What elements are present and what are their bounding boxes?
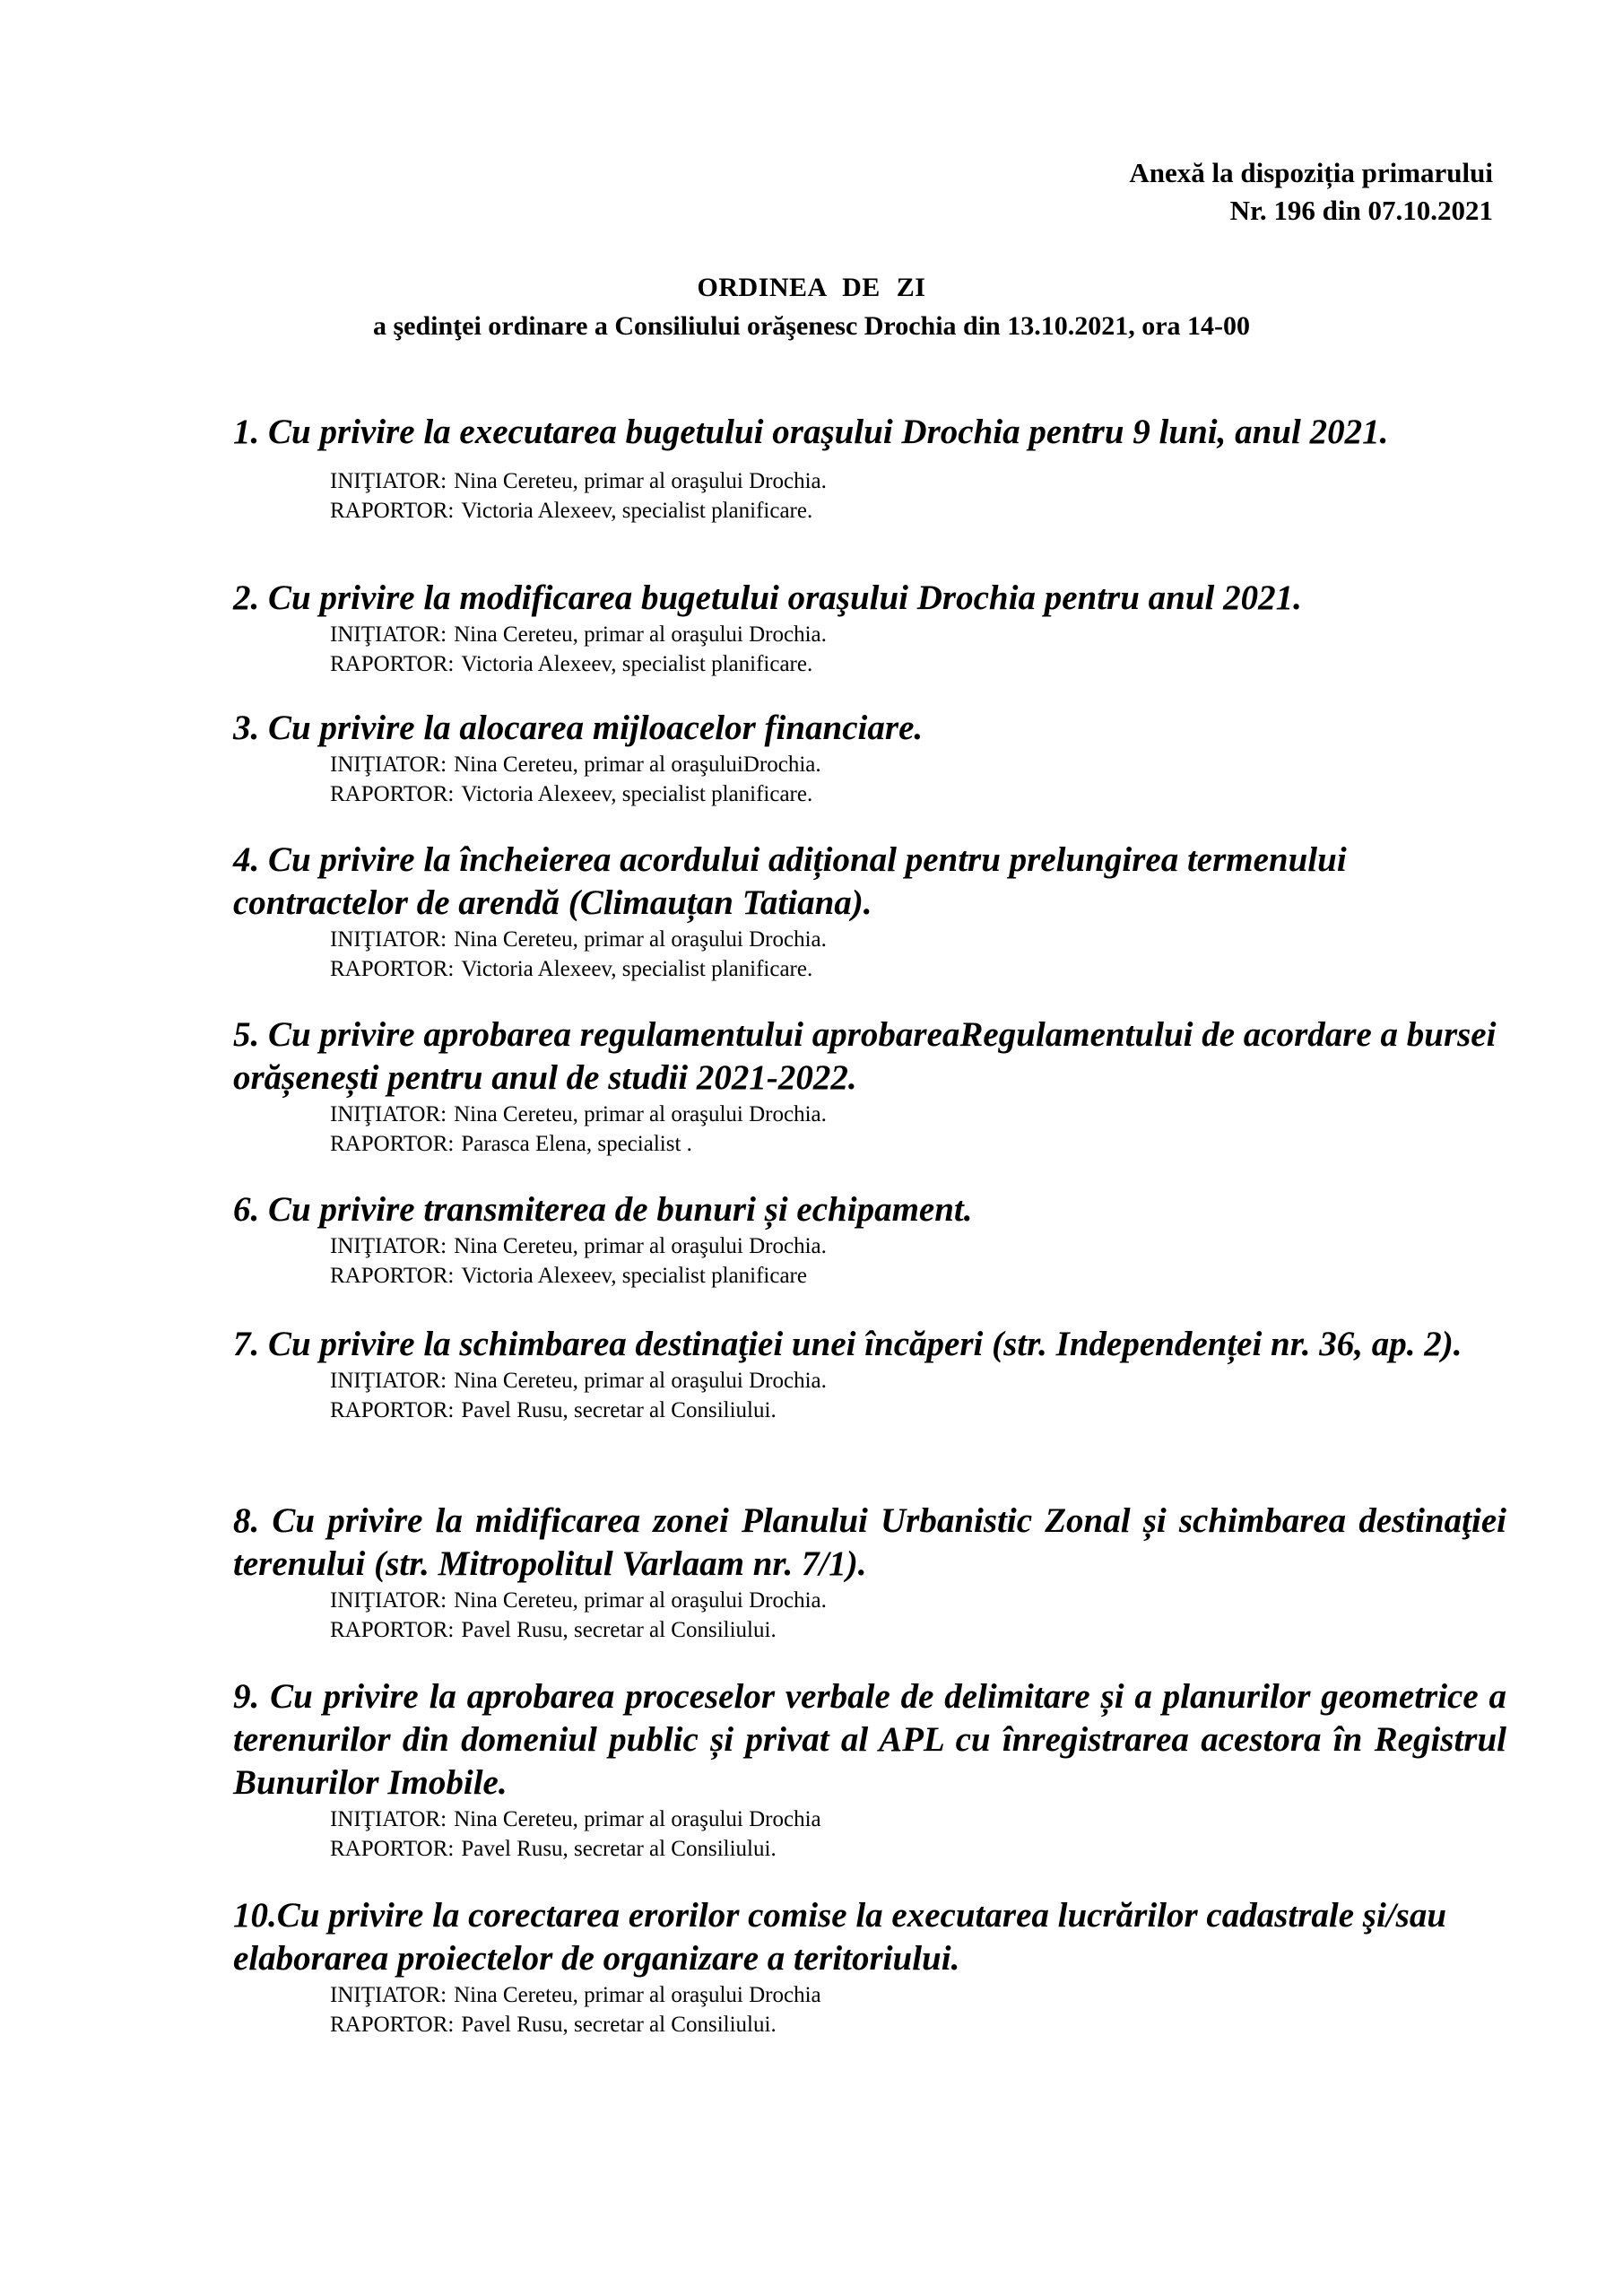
raportor-line [233, 1129, 1506, 1159]
raportor-line [233, 2010, 1506, 2039]
agenda-item-heading: 3. Cu privire la alocarea mijloacelor financiare. [233, 709, 924, 747]
raportor-label: RAPORTOR: [330, 499, 455, 523]
agenda-item-heading: 9. Cu privire la aprobarea proceselor verbale de delimitare și a planurilor geometrice a terenurilor din domeniul public și privat al APL cu înregistrarea acestora în Registrul Bunurilor Imobile. [233, 1677, 1506, 1802]
initiator-label: INIŢIATOR: [330, 1983, 447, 2007]
raportor-label: RAPORTOR: [330, 957, 455, 981]
initiator-value: Nina Cereteu, primar al oraşului Drochia [454, 1807, 821, 1831]
initiator-label: INIŢIATOR: [330, 752, 447, 777]
raportor-value: Victoria Alexeev, specialist planificare. [461, 957, 813, 981]
raportor-line [233, 779, 1506, 809]
raportor-line [233, 1615, 1506, 1645]
raportor-line [233, 1834, 1506, 1864]
initiator-value: Nina Cereteu, primar al oraşului Drochia. [454, 1234, 827, 1258]
initiator-value: Nina Cereteu, primar al oraşului Drochia. [454, 1588, 827, 1613]
raportor-value: Pavel Rusu, secretar al Consiliului. [461, 1618, 777, 1642]
agenda-item [233, 1894, 1506, 2039]
raportor-value: Parasca Elena, specialist . [461, 1132, 692, 1156]
agenda-item-heading: 5. Cu privire aprobarea regulamentului aprobareaRegulamentului de acordare a bursei orășenești pentru anul de studii 2021-2022. [233, 1015, 1497, 1097]
initiator-line [233, 1586, 1506, 1615]
initiator-label: INIŢIATOR: [330, 1234, 447, 1258]
agenda-item [233, 411, 1506, 526]
initiator-line [233, 1980, 1506, 2010]
annex-line-1: Anexă la dispoziția primarului [1129, 157, 1493, 188]
initiator-label: INIŢIATOR: [330, 622, 447, 647]
initiator-label: INIŢIATOR: [330, 1807, 447, 1831]
initiator-value: Nina Cereteu, primar al oraşului Drochia. [454, 469, 827, 493]
raportor-line [233, 1261, 1506, 1291]
initiator-line [233, 1100, 1506, 1129]
agenda-item [233, 839, 1506, 984]
initiator-line [233, 750, 1506, 779]
initiator-line [233, 1231, 1506, 1261]
initiator-value: Nina Cereteu, primar al oraşului Drochia. [454, 1102, 827, 1126]
agenda-item-heading: 6. Cu privire transmiterea de bunuri și echipament. [233, 1190, 973, 1229]
agenda-item [233, 1500, 1506, 1645]
initiator-line [233, 1805, 1506, 1834]
raportor-value: Victoria Alexeev, specialist planificare. [461, 499, 813, 523]
agenda-item [233, 577, 1506, 679]
initiator-line [233, 925, 1506, 954]
raportor-value: Pavel Rusu, secretar al Consiliului. [461, 1398, 777, 1422]
annex-line-2: Nr. 196 din 07.10.2021 [1229, 195, 1493, 226]
raportor-label: RAPORTOR: [330, 1398, 455, 1422]
initiator-label: INIŢIATOR: [330, 1588, 447, 1613]
initiator-value: Nina Cereteu, primar al oraşului Drochia. [454, 927, 827, 952]
raportor-line [233, 649, 1506, 679]
page-title: ORDINEA DE ZI [697, 273, 926, 302]
raportor-value: Pavel Rusu, secretar al Consiliului. [461, 1837, 777, 1861]
agenda-item [233, 1323, 1506, 1425]
raportor-line [233, 954, 1506, 984]
agenda-item-heading: 4. Cu privire la încheierea acordului adițional pentru prelungirea termenului contractelor de arendă (Climauțan Tatiana). [233, 840, 1347, 922]
initiator-label: INIŢIATOR: [330, 927, 447, 952]
agenda-item [233, 1675, 1506, 1864]
initiator-line [233, 466, 1506, 496]
initiator-value: Nina Cereteu, primar al oraşului Drochia. [454, 1369, 827, 1393]
agenda-item [233, 1188, 1506, 1291]
agenda-item [233, 1013, 1506, 1159]
agenda-item-heading: 10.Cu privire la corectarea erorilor comise la executarea lucrărilor cadastrale şi/sau elaborarea proiectelor de organizare a teritoriului. [233, 1896, 1447, 1978]
agenda-item-heading: 8. Cu privire la midificarea zonei Planului Urbanistic Zonal și schimbarea destinaţiei terenului (str. Mitropolitul Varlaam nr. 7/1). [233, 1501, 1506, 1583]
initiator-label: INIŢIATOR: [330, 469, 447, 493]
raportor-value: Victoria Alexeev, specialist planificare. [461, 652, 813, 676]
document-title [0, 269, 1623, 346]
agenda-item-heading: 1. Cu privire la executarea bugetului oraşului Drochia pentru 9 luni, anul 2021. [233, 413, 1389, 451]
initiator-value: Nina Cereteu, primar al oraşuluiDrochia. [454, 752, 821, 777]
raportor-label: RAPORTOR: [330, 1837, 455, 1861]
page-subtitle: a şedinţei ordinare a Consiliului orăşenesc Drochia din 13.10.2021, ora 14-00 [372, 311, 1251, 341]
raportor-label: RAPORTOR: [330, 1264, 455, 1288]
initiator-label: INIŢIATOR: [330, 1102, 447, 1126]
raportor-label: RAPORTOR: [330, 1132, 455, 1156]
raportor-value: Victoria Alexeev, specialist planificare. [461, 782, 813, 806]
raportor-label: RAPORTOR: [330, 2013, 455, 2037]
initiator-line [233, 620, 1506, 649]
initiator-line [233, 1366, 1506, 1396]
agenda-item [233, 707, 1506, 809]
initiator-label: INIŢIATOR: [330, 1369, 447, 1393]
raportor-label: RAPORTOR: [330, 1618, 455, 1642]
initiator-value: Nina Cereteu, primar al oraşului Drochia [454, 1983, 821, 2007]
initiator-value: Nina Cereteu, primar al oraşului Drochia. [454, 622, 827, 647]
agenda-item-heading: 2. Cu privire la modificarea bugetului oraşului Drochia pentru anul 2021. [233, 578, 1302, 617]
raportor-line [233, 496, 1506, 526]
raportor-line [233, 1396, 1506, 1425]
agenda-item-heading: 7. Cu privire la schimbarea destinaţiei unei încăperi (str. Independenței nr. 36, ap. 2). [233, 1325, 1462, 1363]
raportor-label: RAPORTOR: [330, 782, 455, 806]
annex-reference [1129, 154, 1493, 230]
raportor-value: Victoria Alexeev, specialist planificare [461, 1264, 807, 1288]
raportor-label: RAPORTOR: [330, 652, 455, 676]
raportor-value: Pavel Rusu, secretar al Consiliului. [461, 2013, 777, 2037]
